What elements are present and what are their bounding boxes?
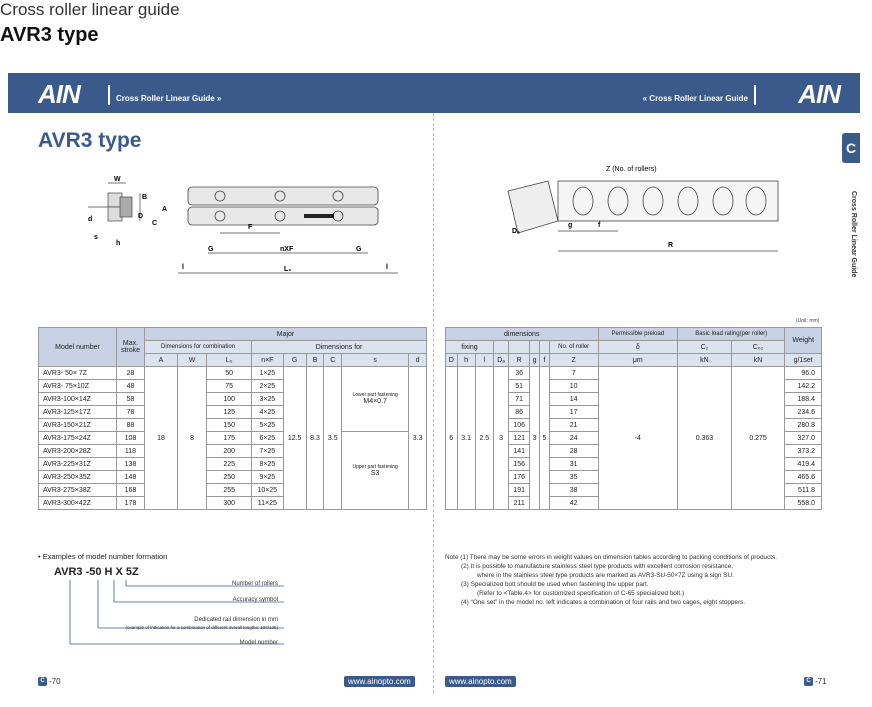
cell-l0: 225: [207, 458, 252, 471]
th-dimensions: dimensions: [446, 328, 599, 341]
th-ff: f: [540, 354, 550, 367]
cell-model: AVR3- 50× 7Z: [39, 367, 117, 380]
label-l2: l: [386, 264, 388, 271]
note-line: (3) Specialized bolt should be used when fastening the upper part.: [461, 581, 649, 588]
label-f: f: [598, 222, 601, 229]
th-r: R: [509, 354, 530, 367]
cell-l0: 300: [207, 497, 252, 510]
cell-nxf: 1×25: [252, 367, 284, 380]
cage-drawing: [488, 161, 798, 301]
cell-r: 86: [509, 406, 530, 419]
cell-z: 7: [549, 367, 598, 380]
cell-stroke: 28: [117, 367, 145, 380]
cell-nxf: 6×25: [252, 432, 284, 445]
cell-l0: 175: [207, 432, 252, 445]
cell-weight: 280.8: [785, 419, 822, 432]
th-unit-kn1: kN: [678, 354, 732, 367]
label-l1: l: [182, 264, 184, 271]
cell-stroke: 178: [117, 497, 145, 510]
cell-l0: 150: [207, 419, 252, 432]
catalog-spread: [8, 73, 860, 693]
th-unit-g: g/1set: [785, 354, 822, 367]
label-f: F: [248, 224, 253, 231]
th-stroke: Max. stroke: [117, 328, 145, 367]
th-model: Model number: [39, 328, 117, 367]
cell-r: 176: [509, 471, 530, 484]
cell-stroke: 78: [117, 406, 145, 419]
notes-block: [445, 553, 845, 607]
cell-z: 35: [549, 471, 598, 484]
example-code: AVR3 -50 H X 5Z: [54, 566, 139, 578]
th-unit-um: μm: [598, 354, 678, 367]
cell-z: 24: [549, 432, 598, 445]
cell-model: AVR3-250×35Z: [39, 471, 117, 484]
cell-f: 5: [540, 367, 550, 510]
cell-nxf: 5×25: [252, 419, 284, 432]
th-blank-g: [530, 341, 540, 354]
cell-l0: 250: [207, 471, 252, 484]
cell-s-lower: [342, 367, 409, 432]
ain-logo-right: AIN: [798, 79, 840, 109]
cell-weight: 327.0: [785, 432, 822, 445]
cell-weight: 558.0: [785, 497, 822, 510]
cell-weight: 96.0: [785, 367, 822, 380]
example-title: • Examples of model number formation: [38, 552, 168, 561]
cell-z: 38: [549, 484, 598, 497]
header-divider-left: [108, 85, 110, 105]
th-nxf: n×F: [252, 354, 284, 367]
th-da: Dₐ: [493, 354, 508, 367]
ain-logo-left: AIN: [38, 79, 80, 109]
cell-weight: 234.6: [785, 406, 822, 419]
header-left-text: Cross Roller Linear Guide »: [116, 94, 222, 103]
cell-nxf: 8×25: [252, 458, 284, 471]
th-h: h: [457, 354, 475, 367]
cell-model: AVR3-125×17Z: [39, 406, 117, 419]
label-l0: L₀: [284, 266, 292, 273]
cell-nxf: 4×25: [252, 406, 284, 419]
th-c2: C₂: [678, 341, 732, 354]
cell-model: AVR3-200×28Z: [39, 445, 117, 458]
label-b: B: [142, 194, 148, 201]
cell-nxf: 7×25: [252, 445, 284, 458]
page-badge-right: C: [804, 677, 813, 686]
cell-r: 156: [509, 458, 530, 471]
note-line: (4) “One set” in the model no. left indicates a combination of four rails and two cages, eight stoppers.: [461, 599, 746, 606]
cell-weight: 465.6: [785, 471, 822, 484]
url-left[interactable]: www.ainopto.com: [344, 676, 415, 687]
cell-weight: 188.4: [785, 393, 822, 406]
th-d: D: [446, 354, 458, 367]
th-fixing: fixing: [446, 341, 494, 354]
label-g2: G: [356, 246, 362, 253]
s-upper-label: Upper part fastening: [352, 463, 398, 470]
page-number-right: -71: [815, 677, 827, 686]
cell-l0: 200: [207, 445, 252, 458]
label-rail-dim: Dedicated rail dimension in mm: [194, 617, 278, 623]
cell-weight: 419.4: [785, 458, 822, 471]
label-d: d: [88, 216, 93, 223]
label-w: W: [114, 176, 121, 183]
th-l: l: [475, 354, 493, 367]
rail-drawing: [68, 173, 398, 303]
page-subtitle: AVR3 type: [0, 24, 99, 46]
s-lower-label: Lower part fastening: [352, 392, 398, 398]
cell-nxf: 10×25: [252, 484, 284, 497]
table-row: [39, 432, 427, 445]
page-spine: [433, 113, 434, 693]
left-spec-table: [38, 327, 427, 510]
s-upper-value: S3: [370, 469, 380, 477]
cell-d: 3.3: [409, 367, 427, 510]
page-number-left: -70: [49, 677, 61, 686]
th-no-roller: No. of roller: [549, 341, 598, 354]
s-lower-value: M4×0.7: [363, 398, 387, 405]
cell-r: 36: [509, 367, 530, 380]
cell-weight: 511.8: [785, 484, 822, 497]
right-spec-table: [445, 327, 822, 510]
label-rail-note: (example of indication for a combination of different overall lengths: 100/125): [125, 625, 278, 630]
cell-stroke: 118: [117, 445, 145, 458]
label-nxf: nXF: [280, 246, 294, 253]
cell-model: AVR3- 75×10Z: [39, 380, 117, 393]
cell-c02: 0.275: [731, 367, 785, 510]
cell-nxf: 9×25: [252, 471, 284, 484]
cell-r: 121: [509, 432, 530, 445]
cell-model: AVR3-300×42Z: [39, 497, 117, 510]
th-preload: Permissible preload: [598, 328, 678, 341]
section-tab: C: [842, 133, 860, 163]
th-d: d: [409, 354, 427, 367]
label-dw: Dₐ: [512, 228, 520, 235]
cell-l0: 100: [207, 393, 252, 406]
cell-stroke: 48: [117, 380, 145, 393]
catalog-title: AVR3 type: [38, 129, 142, 152]
cell-r: 71: [509, 393, 530, 406]
th-a: A: [145, 354, 178, 367]
cell-r: 211: [509, 497, 530, 510]
th-c: C: [324, 354, 342, 367]
cell-g: 3: [530, 367, 540, 510]
th-g: G: [283, 354, 306, 367]
cell-stroke: 138: [117, 458, 145, 471]
th-c02: C₀₂: [731, 341, 785, 354]
header-right-text: « Cross Roller Linear Guide: [642, 94, 748, 103]
cell-stroke: 58: [117, 393, 145, 406]
cell-stroke: 108: [117, 432, 145, 445]
note-line: where in the stainless steel type products are marked as AVR3-SU-50×7Z using a sign SU.: [477, 572, 734, 579]
cell-l0: 125: [207, 406, 252, 419]
cell-z: 21: [549, 419, 598, 432]
cell-l0: 75: [207, 380, 252, 393]
cell-nxf: 11×25: [252, 497, 284, 510]
cell-r: 191: [509, 484, 530, 497]
header-divider-right: [754, 85, 756, 105]
th-major: Major: [145, 328, 427, 341]
label-r: R: [668, 242, 674, 249]
unit-note: (Unit: mm): [796, 318, 820, 324]
th-unit-kn2: kN: [731, 354, 785, 367]
cell-d: 6: [446, 367, 458, 510]
cell-l0: 50: [207, 367, 252, 380]
th-dim-comb: Dimensions for combination: [145, 341, 252, 354]
cage-strip: [304, 214, 334, 218]
cell-l0: 255: [207, 484, 252, 497]
cell-stroke: 88: [117, 419, 145, 432]
th-load: Basic load rating(per roller): [678, 328, 785, 341]
cell-nxf: 2×25: [252, 380, 284, 393]
cell-c: 3.5: [324, 367, 342, 510]
note-line: (2) It is possible to manufacture stainless steel type products with excellent corrosion resistance,: [461, 563, 734, 570]
label-accuracy: Accuracy symbol: [232, 597, 278, 603]
cell-da: 3: [493, 367, 508, 510]
cell-delta: -4: [598, 367, 678, 510]
label-g1: G: [208, 246, 214, 253]
cell-model: AVR3-225×31Z: [39, 458, 117, 471]
cell-s-upper: [342, 432, 409, 510]
th-delta: δ: [598, 341, 678, 354]
label-c: C: [152, 220, 158, 227]
th-w: W: [177, 354, 206, 367]
cell-weight: 142.2: [785, 380, 822, 393]
cell-z: 17: [549, 406, 598, 419]
page-title: Cross roller linear guide: [0, 0, 180, 19]
th-blank-da: [493, 341, 508, 354]
label-z: Z (No. of rollers): [606, 166, 657, 173]
url-right[interactable]: www.ainopto.com: [445, 676, 516, 687]
th-dim-for: Dimensions for: [252, 341, 427, 354]
th-l0: L₀: [207, 354, 252, 367]
th-s: s: [342, 354, 409, 367]
cell-weight: 373.2: [785, 445, 822, 458]
cell-a: 18: [145, 367, 178, 510]
cell-c2: 0.363: [678, 367, 732, 510]
note-line: (Refer to <Table.4> for customized specification of C-65 specialized bolt.): [477, 590, 685, 597]
header-band: [8, 73, 860, 113]
label-h: h: [116, 240, 121, 247]
cell-z: 10: [549, 380, 598, 393]
cell-stroke: 148: [117, 471, 145, 484]
cell-r: 141: [509, 445, 530, 458]
cell-model: AVR3-150×21Z: [39, 419, 117, 432]
cell-z: 28: [549, 445, 598, 458]
cell-stroke: 168: [117, 484, 145, 497]
table-row: [39, 367, 427, 380]
cell-b: 8.3: [306, 367, 324, 510]
label-number-rollers: Number of rollers: [231, 581, 278, 587]
cell-r: 51: [509, 380, 530, 393]
cell-g: 12.5: [283, 367, 306, 510]
th-blank-f: [540, 341, 550, 354]
th-weight: Weight: [785, 328, 822, 354]
label-model-number: Model number: [239, 640, 278, 646]
th-blank-r: [509, 341, 530, 354]
cell-model: AVR3-175×24Z: [39, 432, 117, 445]
cell-model: AVR3-275×38Z: [39, 484, 117, 497]
cell-model: AVR3-100×14Z: [39, 393, 117, 406]
th-b: B: [306, 354, 324, 367]
label-a: A: [162, 206, 168, 213]
cell-h: 3.1: [457, 367, 475, 510]
cell-z: 31: [549, 458, 598, 471]
cell-z: 42: [549, 497, 598, 510]
page-badge-left: C: [38, 677, 47, 686]
note-line: Note (1) There may be some errors in weight values on dimension tables according to packing conditions of products.: [445, 554, 778, 561]
th-z: Z: [549, 354, 598, 367]
label-dd: D: [138, 213, 144, 220]
cell-r: 106: [509, 419, 530, 432]
cell-nxf: 3×25: [252, 393, 284, 406]
cell-w: 8: [177, 367, 206, 510]
label-s: s: [94, 234, 98, 241]
th-gg: g: [530, 354, 540, 367]
cell-l: 2.5: [475, 367, 493, 510]
table-row: [446, 367, 822, 380]
side-label: Cross Roller Linear Guide: [850, 191, 857, 278]
cell-z: 14: [549, 393, 598, 406]
label-g: g: [568, 222, 573, 229]
